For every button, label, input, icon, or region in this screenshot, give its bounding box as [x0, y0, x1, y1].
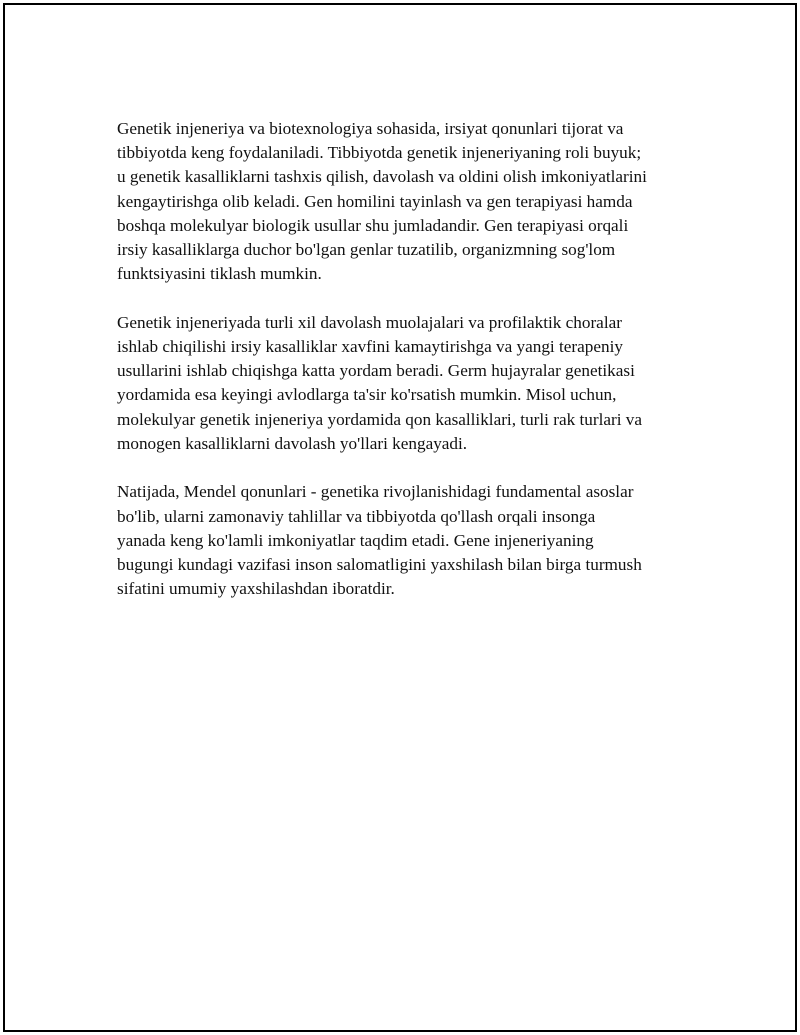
paragraph-line: ishlab chiqilishi irsiy kasalliklar xavfini kamaytirishga va yangi terapeniy: [117, 337, 623, 357]
paragraph-line: tibbiyotda keng foydalaniladi. Tibbiyotda genetik injeneriyaning roli buyuk;: [117, 143, 642, 163]
paragraph-line: yordamida esa keyingi avlodlarga ta'sir ko'rsatish mumkin. Misol uchun,: [117, 385, 617, 405]
paragraph-2: [117, 311, 697, 456]
paragraph-line: Natijada, Mendel qonunlari - genetika rivojlanishidagi fundamental asoslar: [117, 482, 634, 502]
paragraph-line: u genetik kasalliklarni tashxis qilish, davolash va oldini olish imkoniyatlarini: [117, 167, 647, 187]
paragraph-line: bo'lib, ularni zamonaviy tahlillar va tibbiyotda qo'llash orqali insonga: [117, 506, 596, 526]
paragraph-line: molekulyar genetik injeneriya yordamida qon kasalliklari, turli rak turlari va: [117, 409, 642, 429]
paragraph-line: boshqa molekulyar biologik usullar shu jumladandir. Gen terapiyasi orqali: [117, 215, 629, 235]
paragraph-line: yanada keng ko'lamli imkoniyatlar taqdim etadi. Gene injeneriyaning: [117, 530, 594, 550]
paragraph-line: bugungi kundagi vazifasi inson salomatligini yaxshilash bilan birga turmush: [117, 555, 642, 575]
paragraph-line: monogen kasalliklarni davolash yo'llari kengayadi.: [117, 433, 468, 453]
paragraph-line: sifatini umumiy yaxshilashdan iboratdir.: [117, 579, 395, 599]
paragraph-line: irsiy kasalliklarga duchor bo'lgan genlar tuzatilib, organizmning sog'lom: [117, 240, 616, 260]
paragraph-line: Genetik injeneriya va biotexnologiya sohasida, irsiyat qonunlari tijorat va: [117, 119, 624, 138]
paragraph-line: Genetik injeneriyada turli xil davolash muolajalari va profilaktik choralar: [117, 312, 622, 332]
paragraph-line: funktsiyasini tiklash mumkin.: [117, 264, 322, 284]
paragraph-line: kengaytirishga olib keladi. Gen homilini tayinlash va gen terapiyasi hamda: [117, 191, 633, 211]
paragraph-1: [117, 117, 697, 286]
paragraph-3: [117, 480, 697, 601]
document-body: [117, 117, 697, 626]
paragraph-line: usullarini ishlab chiqishga katta yordam beradi. Germ hujayralar genetikasi: [117, 361, 635, 381]
